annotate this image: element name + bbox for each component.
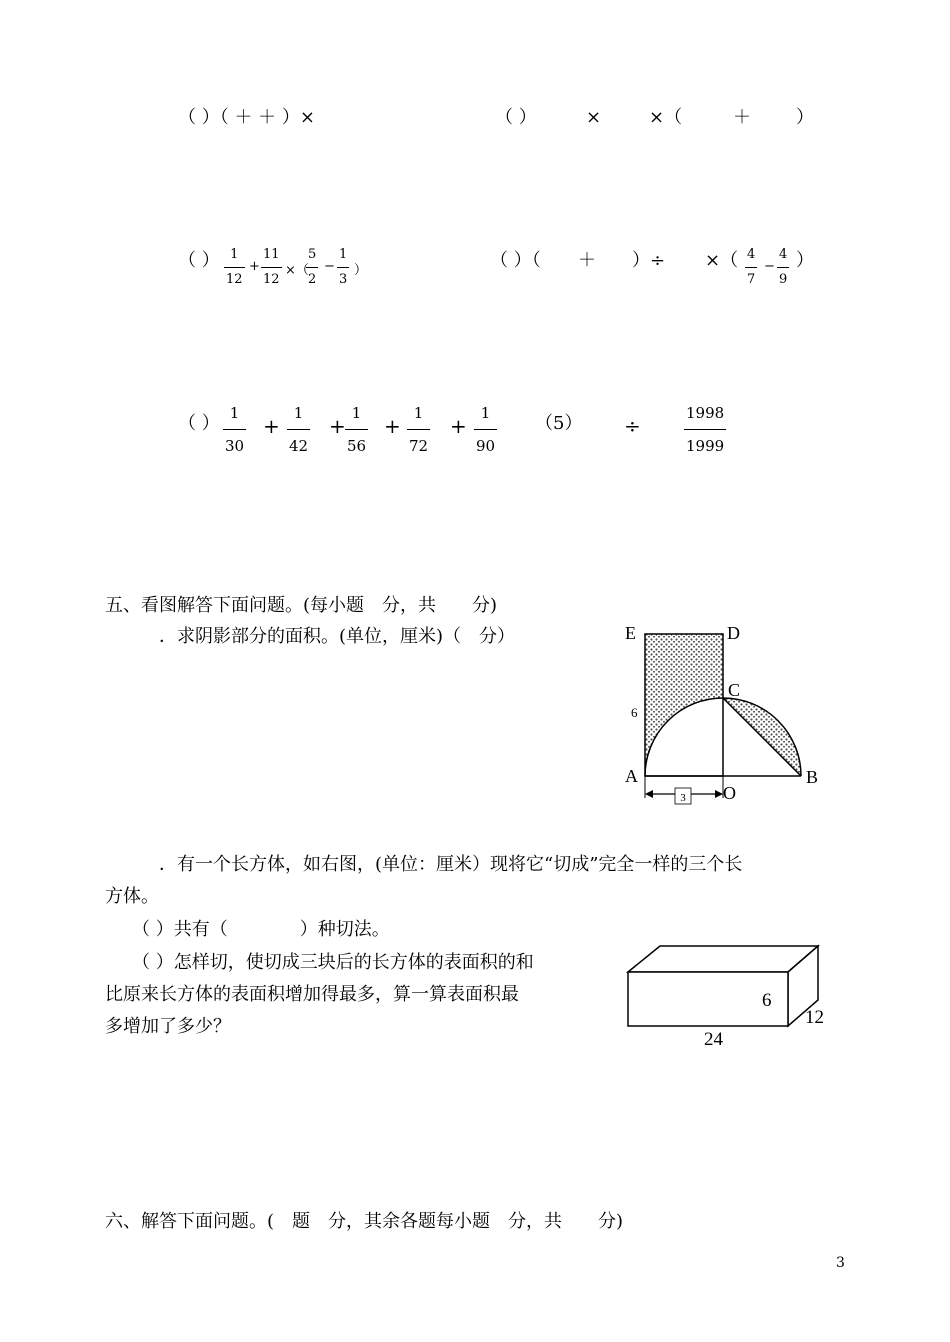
numerator: 1 [293, 404, 304, 422]
label-E: E [625, 623, 636, 643]
denominator: 30 [225, 437, 245, 455]
question-5-2-a: （ ）共有（ ）种切法。 [132, 919, 390, 940]
row1-right-times: × [586, 107, 602, 128]
shaded-area-figure [615, 618, 830, 813]
question-5-2-line1: ．有一个长方体，如右图，(单位：厘米）现将它“切成”完全一样的三个长 [159, 854, 743, 875]
plus-sign: + [450, 414, 467, 438]
numerator: 1 [229, 404, 240, 422]
numerator: 1 [480, 404, 491, 422]
divide-sign: ÷ [624, 414, 641, 438]
numerator: 1 [230, 247, 239, 262]
denominator: 3 [339, 272, 348, 287]
denominator: 7 [747, 272, 756, 287]
row2-right-close: ） [796, 250, 814, 271]
label-length: 24 [704, 1029, 723, 1050]
numerator: 4 [779, 247, 788, 262]
label-B: B [806, 767, 819, 787]
row2-right-times-paren: ×（ [705, 250, 739, 271]
denominator: 2 [308, 272, 317, 287]
row2-right-plus: ＋ [578, 250, 596, 271]
numerator: 1 [413, 404, 424, 422]
row2-fraction-4 [337, 247, 349, 288]
plus-sign: + [329, 414, 346, 438]
page-number: 3 [836, 1255, 845, 1271]
row2-fraction-5 [745, 247, 757, 288]
label-depth: 12 [805, 1007, 824, 1028]
cuboid-figure [620, 940, 840, 1055]
label-O: O [723, 783, 736, 803]
minus-sign: − [324, 259, 335, 274]
denominator: 90 [476, 437, 496, 455]
row2-fraction-3 [306, 247, 318, 288]
times-paren: ×（ [285, 263, 309, 278]
section-5-title: 五、看图解答下面问题。(每小题 分，共 分) [105, 595, 498, 616]
denominator: 12 [226, 272, 243, 287]
row2-fraction-2 [261, 247, 282, 288]
denominator: 12 [263, 272, 280, 287]
label-A: A [625, 766, 638, 786]
row1-right-label: （ ） [495, 107, 537, 128]
row2-fraction-1 [224, 247, 245, 288]
numerator: 4 [747, 247, 756, 262]
row2-fraction-6 [777, 247, 789, 288]
denominator: 56 [347, 437, 367, 455]
label-three: 3 [680, 792, 686, 804]
plus-sign: + [384, 414, 401, 438]
section-6-title: 六、解答下面问题。( 题 分，其余各题每小题 分，共 分) [105, 1211, 624, 1232]
numerator: 1 [351, 404, 362, 422]
denominator: 9 [779, 272, 788, 287]
row1-right-close: ） [796, 107, 814, 128]
row2-right-close-div: ）÷ [632, 250, 666, 271]
row1-left-expression: （ ）（ ＋ ＋ ）× [178, 107, 315, 128]
row3-fraction-3 [345, 405, 368, 454]
numerator: 5 [308, 247, 317, 262]
row3-fraction-5 [474, 405, 497, 454]
denominator: 1999 [686, 437, 725, 455]
row1-right-times-paren: ×（ [649, 107, 683, 128]
row1-right-plus: ＋ [733, 107, 751, 128]
row2-left-label: （ ） [178, 250, 220, 271]
row3-left-label: （ ） [178, 413, 220, 434]
minus-sign: − [764, 259, 775, 274]
denominator: 72 [409, 437, 429, 455]
item-5-label: （5） [535, 413, 583, 434]
plus-sign: + [249, 259, 260, 274]
close-paren: ） [354, 263, 368, 278]
numerator: 1 [339, 247, 348, 262]
numerator: 1998 [686, 404, 725, 422]
row3-fraction-1 [223, 405, 246, 454]
label-D: D [727, 623, 740, 643]
row3-fraction-last [684, 405, 726, 454]
question-5-2-line2: 方体。 [105, 886, 159, 907]
row2-right-label: （ ）（ [490, 250, 541, 271]
question-5-2-b-line2: 比原来长方体的表面积增加得最多，算一算表面积最 [105, 984, 519, 1005]
label-height: 6 [762, 990, 772, 1011]
numerator: 11 [263, 247, 280, 262]
denominator: 42 [289, 437, 309, 455]
plus-sign: + [263, 414, 280, 438]
row3-fraction-4 [407, 405, 430, 454]
question-5-2-b-line3: 多增加了多少？ [105, 1016, 231, 1037]
question-5-2-b-line1: （ ）怎样切，使切成三块后的长方体的表面积的和 [132, 952, 534, 973]
label-six: 6 [631, 705, 638, 720]
question-5-1: ．求阴影部分的面积。(单位，厘米)（ 分） [159, 626, 516, 647]
row3-fraction-2 [287, 405, 310, 454]
label-C: C [728, 680, 741, 700]
